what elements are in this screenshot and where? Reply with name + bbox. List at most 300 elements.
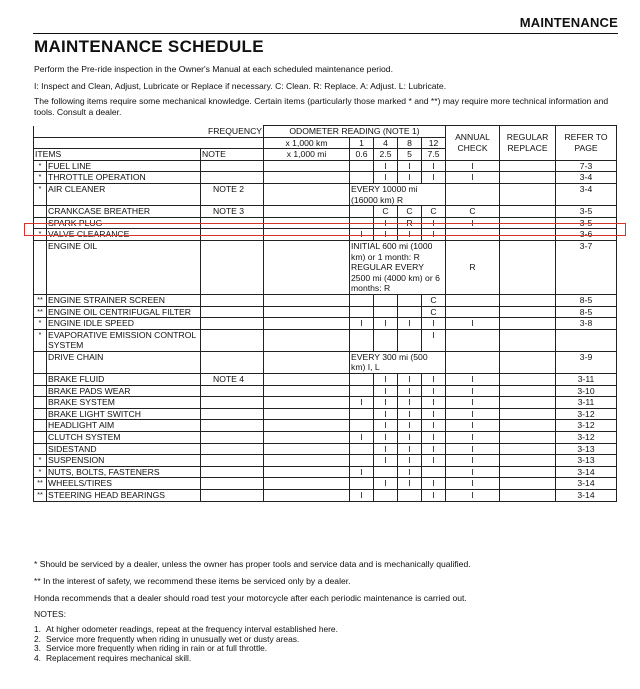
header-rule xyxy=(33,33,618,34)
table-row xyxy=(34,408,617,420)
item-name: WHEELS/TIRES xyxy=(47,478,201,490)
regular-replace-cell xyxy=(500,183,556,205)
interval-cell: I xyxy=(374,432,398,444)
interval-cell xyxy=(398,294,422,306)
odometer-unit-cell xyxy=(264,490,350,502)
annual-check-cell xyxy=(446,229,500,241)
item-note xyxy=(201,294,264,306)
regular-replace-cell xyxy=(500,490,556,502)
item-name: DRIVE CHAIN xyxy=(47,351,201,373)
table-row xyxy=(34,160,617,172)
odometer-unit-cell xyxy=(264,443,350,455)
item-note xyxy=(201,172,264,184)
annual-check-cell xyxy=(446,294,500,306)
regular-replace-cell xyxy=(500,294,556,306)
interval-cell: I xyxy=(398,172,422,184)
item-note: NOTE 2 xyxy=(201,183,264,205)
service-mark xyxy=(34,206,47,218)
odometer-unit-cell xyxy=(264,432,350,444)
annual-check-cell xyxy=(446,183,500,205)
regular-replace-cell xyxy=(500,420,556,432)
interval-cell: I xyxy=(374,217,398,229)
service-mark: ** xyxy=(34,306,47,318)
table-row xyxy=(34,351,617,373)
item-name: ENGINE OIL xyxy=(47,240,201,294)
interval-cell xyxy=(374,466,398,478)
table-row xyxy=(34,397,617,409)
interval-cell xyxy=(350,294,374,306)
interval-text: EVERY 300 mi (500 km) I, L xyxy=(350,351,446,373)
interval-cell: I xyxy=(422,408,446,420)
refer-page-cell: 3-4 xyxy=(556,183,617,205)
table-row xyxy=(34,240,617,294)
mi-0-6: 0.6 xyxy=(350,149,374,161)
note-header: NOTE xyxy=(201,149,264,161)
interval-cell xyxy=(350,172,374,184)
regular-replace-cell xyxy=(500,466,556,478)
regular-replace-cell xyxy=(500,351,556,373)
item-note xyxy=(201,351,264,373)
item-note xyxy=(201,240,264,294)
interval-cell: I xyxy=(398,478,422,490)
annual-check-cell: I xyxy=(446,318,500,330)
odometer-unit-cell xyxy=(264,478,350,490)
annual-check-cell: C xyxy=(446,206,500,218)
interval-cell: I xyxy=(350,466,374,478)
service-mark xyxy=(34,408,47,420)
table-row xyxy=(34,329,617,351)
interval-cell xyxy=(374,490,398,502)
odometer-unit-cell xyxy=(264,455,350,467)
interval-cell: I xyxy=(374,443,398,455)
service-mark xyxy=(34,432,47,444)
annual-check-cell: I xyxy=(446,455,500,467)
item-name: VALVE CLEARANCE xyxy=(47,229,201,241)
item-name: ENGINE STRAINER SCREEN xyxy=(47,294,201,306)
interval-cell: I xyxy=(398,420,422,432)
refer-page-cell: 3-11 xyxy=(556,374,617,386)
table-row xyxy=(34,217,617,229)
item-note xyxy=(201,490,264,502)
table-row xyxy=(34,385,617,397)
item-note xyxy=(201,455,264,467)
interval-cell xyxy=(398,306,422,318)
table-row xyxy=(34,172,617,184)
regular-replace-cell xyxy=(500,329,556,351)
odometer-unit-cell xyxy=(264,294,350,306)
table-row xyxy=(34,443,617,455)
km-unit-label: x 1,000 km xyxy=(264,137,350,149)
odometer-unit-cell xyxy=(264,217,350,229)
interval-cell: I xyxy=(398,432,422,444)
refer-page-cell: 3-7 xyxy=(556,240,617,294)
regular-replace-cell xyxy=(500,432,556,444)
intro-line-3: The following items require some mechanical knowledge. Certain items (particularly those marked * and **) may require more technical information and tools. Consult a dealer. xyxy=(34,96,609,117)
odometer-unit-cell xyxy=(264,329,350,351)
table-row xyxy=(34,478,617,490)
regular-replace-cell xyxy=(500,374,556,386)
regular-replace-cell xyxy=(500,306,556,318)
annual-check-cell: I xyxy=(446,432,500,444)
refer-page-cell: 3-10 xyxy=(556,385,617,397)
odometer-unit-cell xyxy=(264,420,350,432)
interval-cell: I xyxy=(374,172,398,184)
annual-check-cell: I xyxy=(446,374,500,386)
odometer-unit-cell xyxy=(264,374,350,386)
regular-replace-cell xyxy=(500,385,556,397)
interval-cell: I xyxy=(398,397,422,409)
footnote-double-star: ** In the interest of safety, we recommend these items be serviced only by a dealer. xyxy=(34,576,351,586)
interval-cell xyxy=(350,160,374,172)
table-row xyxy=(34,318,617,330)
interval-cell: I xyxy=(398,466,422,478)
interval-cell: I xyxy=(422,329,446,351)
service-mark: * xyxy=(34,172,47,184)
item-note xyxy=(201,329,264,351)
item-name: CLUTCH SYSTEM xyxy=(47,432,201,444)
interval-cell: I xyxy=(374,318,398,330)
mi-7-5: 7.5 xyxy=(422,149,446,161)
interval-cell: I xyxy=(422,432,446,444)
service-mark: * xyxy=(34,318,47,330)
interval-cell: I xyxy=(398,408,422,420)
regular-replace-cell xyxy=(500,172,556,184)
annual-check-cell xyxy=(446,306,500,318)
item-note xyxy=(201,478,264,490)
refer-page-cell: 3-14 xyxy=(556,466,617,478)
interval-cell: I xyxy=(374,160,398,172)
item-note: NOTE 3 xyxy=(201,206,264,218)
refer-page-cell: 3-5 xyxy=(556,217,617,229)
interval-cell: I xyxy=(422,318,446,330)
interval-cell: I xyxy=(398,455,422,467)
regular-replace-cell xyxy=(500,229,556,241)
refer-page-cell xyxy=(556,329,617,351)
service-mark xyxy=(34,351,47,373)
annual-check-cell xyxy=(446,329,500,351)
interval-cell xyxy=(374,329,398,351)
interval-cell xyxy=(350,408,374,420)
interval-cell: I xyxy=(350,229,374,241)
refer-page-cell: 3-4 xyxy=(556,172,617,184)
service-mark xyxy=(34,397,47,409)
odometer-unit-cell xyxy=(264,318,350,330)
item-note xyxy=(201,217,264,229)
service-mark: ** xyxy=(34,294,47,306)
item-name: CRANKCASE BREATHER xyxy=(47,206,201,218)
odometer-unit-cell xyxy=(264,183,350,205)
refer-page-cell: 3-9 xyxy=(556,351,617,373)
regular-replace-cell xyxy=(500,397,556,409)
km-4: 4 xyxy=(374,137,398,149)
interval-cell xyxy=(374,294,398,306)
refer-to-page-header: REFER TO PAGE xyxy=(556,126,617,161)
table-row xyxy=(34,294,617,306)
service-mark: * xyxy=(34,466,47,478)
item-note xyxy=(201,420,264,432)
service-mark: * xyxy=(34,229,47,241)
service-mark: ** xyxy=(34,478,47,490)
interval-cell xyxy=(350,306,374,318)
odometer-unit-cell xyxy=(264,397,350,409)
interval-cell xyxy=(350,443,374,455)
interval-cell: I xyxy=(374,374,398,386)
interval-cell: I xyxy=(374,455,398,467)
interval-cell: R xyxy=(398,217,422,229)
refer-page-cell: 3-13 xyxy=(556,443,617,455)
table-row xyxy=(34,420,617,432)
interval-cell xyxy=(398,490,422,502)
annual-check-cell: I xyxy=(446,420,500,432)
refer-page-cell: 3-8 xyxy=(556,318,617,330)
service-mark: * xyxy=(34,329,47,351)
items-header: ITEMS xyxy=(34,149,201,161)
frequency-header: FREQUENCY xyxy=(34,126,264,138)
service-mark: * xyxy=(34,183,47,205)
road-test-note: Honda recommends that a dealer should road test your motorcycle after each periodic maintenance is carried out. xyxy=(34,593,467,603)
interval-cell: C xyxy=(422,294,446,306)
service-mark xyxy=(34,374,47,386)
note-item: 2. Service more frequently when riding in unusually wet or dusty areas. xyxy=(34,633,300,644)
interval-cell: I xyxy=(374,397,398,409)
table-row xyxy=(34,374,617,386)
service-mark xyxy=(34,240,47,294)
annual-check-cell: I xyxy=(446,490,500,502)
regular-replace-cell xyxy=(500,408,556,420)
item-name: AIR CLEANER xyxy=(47,183,201,205)
mi-5: 5 xyxy=(398,149,422,161)
item-name: SIDESTAND xyxy=(47,443,201,455)
item-note xyxy=(201,229,264,241)
note-item: 4. Replacement requires mechanical skill. xyxy=(34,652,192,663)
mi-2-5: 2.5 xyxy=(374,149,398,161)
interval-cell: I xyxy=(374,478,398,490)
refer-page-cell: 8-5 xyxy=(556,306,617,318)
odometer-unit-cell xyxy=(264,466,350,478)
interval-cell: I xyxy=(374,420,398,432)
interval-cell: I xyxy=(398,160,422,172)
item-name: STEERING HEAD BEARINGS xyxy=(47,490,201,502)
item-name: FUEL LINE xyxy=(47,160,201,172)
regular-replace-cell xyxy=(500,160,556,172)
regular-replace-header: REGULAR REPLACE xyxy=(500,126,556,161)
interval-cell: C xyxy=(374,206,398,218)
item-note xyxy=(201,408,264,420)
interval-cell: I xyxy=(422,443,446,455)
annual-check-cell: I xyxy=(446,385,500,397)
interval-cell xyxy=(422,466,446,478)
odometer-unit-cell xyxy=(264,240,350,294)
item-note xyxy=(201,443,264,455)
odometer-unit-cell xyxy=(264,229,350,241)
header-spacer xyxy=(34,137,264,149)
item-name: NUTS, BOLTS, FASTENERS xyxy=(47,466,201,478)
annual-check-cell: I xyxy=(446,408,500,420)
odometer-unit-cell xyxy=(264,351,350,373)
interval-cell xyxy=(350,420,374,432)
refer-page-cell: 3-12 xyxy=(556,432,617,444)
odometer-unit-cell xyxy=(264,306,350,318)
footnote-single-star: * Should be serviced by a dealer, unless the owner has proper tools and service data and is mechanically qualified. xyxy=(34,559,471,569)
service-mark xyxy=(34,443,47,455)
interval-cell: I xyxy=(422,478,446,490)
item-name: BRAKE PADS WEAR xyxy=(47,385,201,397)
odometer-unit-cell xyxy=(264,408,350,420)
service-mark xyxy=(34,217,47,229)
regular-replace-cell xyxy=(500,240,556,294)
interval-cell: I xyxy=(422,455,446,467)
odometer-unit-cell xyxy=(264,206,350,218)
item-note xyxy=(201,160,264,172)
regular-replace-cell xyxy=(500,455,556,467)
interval-cell: I xyxy=(398,229,422,241)
annual-check-cell: I xyxy=(446,160,500,172)
interval-cell xyxy=(350,329,374,351)
interval-cell: I xyxy=(422,374,446,386)
refer-page-cell: 3-6 xyxy=(556,229,617,241)
notes-title: NOTES: xyxy=(34,609,66,619)
table-row xyxy=(34,306,617,318)
annual-check-cell: I xyxy=(446,478,500,490)
interval-cell: I xyxy=(422,229,446,241)
interval-cell xyxy=(350,206,374,218)
interval-cell: I xyxy=(374,229,398,241)
service-mark xyxy=(34,385,47,397)
interval-cell: C xyxy=(398,206,422,218)
regular-replace-cell xyxy=(500,217,556,229)
annual-check-cell: I xyxy=(446,466,500,478)
annual-check-cell: I xyxy=(446,443,500,455)
item-name: BRAKE FLUID xyxy=(47,374,201,386)
odometer-unit-cell xyxy=(264,160,350,172)
km-8: 8 xyxy=(398,137,422,149)
notes-list xyxy=(34,625,338,663)
mi-unit-label: x 1,000 mi xyxy=(264,149,350,161)
table-row xyxy=(34,455,617,467)
annual-check-header: ANNUAL CHECK xyxy=(446,126,500,161)
interval-cell: I xyxy=(398,374,422,386)
interval-cell: I xyxy=(422,385,446,397)
interval-cell: C xyxy=(422,206,446,218)
interval-cell: I xyxy=(398,318,422,330)
service-mark: * xyxy=(34,160,47,172)
annual-check-cell: I xyxy=(446,397,500,409)
interval-cell xyxy=(350,374,374,386)
item-name: BRAKE LIGHT SWITCH xyxy=(47,408,201,420)
refer-page-cell: 3-11 xyxy=(556,397,617,409)
item-note xyxy=(201,432,264,444)
annual-check-cell: R xyxy=(446,240,500,294)
annual-check-cell: I xyxy=(446,217,500,229)
table-row xyxy=(34,183,617,205)
regular-replace-cell xyxy=(500,478,556,490)
km-1: 1 xyxy=(350,137,374,149)
annual-check-cell xyxy=(446,351,500,373)
service-mark: ** xyxy=(34,490,47,502)
item-note: NOTE 4 xyxy=(201,374,264,386)
interval-text: EVERY 10000 mi (16000 km) R xyxy=(350,183,446,205)
interval-cell: I xyxy=(422,172,446,184)
table-row xyxy=(34,432,617,444)
item-name: EVAPORATIVE EMISSION CONTROL SYSTEM xyxy=(47,329,201,351)
table-row xyxy=(34,206,617,218)
item-note xyxy=(201,306,264,318)
interval-cell xyxy=(350,478,374,490)
item-name: BRAKE SYSTEM xyxy=(47,397,201,409)
interval-cell: I xyxy=(422,160,446,172)
item-name: HEADLIGHT AIM xyxy=(47,420,201,432)
refer-page-cell: 3-12 xyxy=(556,420,617,432)
section-header: MAINTENANCE xyxy=(519,15,618,30)
interval-cell xyxy=(398,329,422,351)
table-row xyxy=(34,229,617,241)
interval-cell: I xyxy=(350,318,374,330)
interval-cell: I xyxy=(398,385,422,397)
km-12: 12 xyxy=(422,137,446,149)
service-mark: * xyxy=(34,455,47,467)
annual-check-cell: I xyxy=(446,172,500,184)
interval-cell: I xyxy=(374,408,398,420)
interval-cell xyxy=(350,385,374,397)
interval-cell: I xyxy=(350,490,374,502)
regular-replace-cell xyxy=(500,443,556,455)
refer-page-cell: 3-14 xyxy=(556,490,617,502)
interval-cell: I xyxy=(374,385,398,397)
item-note xyxy=(201,397,264,409)
interval-cell: I xyxy=(350,432,374,444)
interval-text: INITIAL 600 mi (1000 km) or 1 month: R REGULAR EVERY 2500 mi (4000 km) or 6 months: R xyxy=(350,240,446,294)
odometer-unit-cell xyxy=(264,385,350,397)
item-name: SPARK PLUG xyxy=(47,217,201,229)
regular-replace-cell xyxy=(500,206,556,218)
item-name: ENGINE OIL CENTRIFUGAL FILTER xyxy=(47,306,201,318)
interval-cell xyxy=(350,217,374,229)
item-note xyxy=(201,385,264,397)
item-note xyxy=(201,318,264,330)
page-title: MAINTENANCE SCHEDULE xyxy=(34,37,264,56)
interval-cell: I xyxy=(422,397,446,409)
refer-page-cell: 8-5 xyxy=(556,294,617,306)
item-name: THROTTLE OPERATION xyxy=(47,172,201,184)
odometer-header: ODOMETER READING (NOTE 1) xyxy=(264,126,446,138)
refer-page-cell: 7-3 xyxy=(556,160,617,172)
table-row xyxy=(34,466,617,478)
interval-cell xyxy=(350,455,374,467)
interval-cell: I xyxy=(398,443,422,455)
note-item: 1. At higher odometer readings, repeat at the frequency interval established here. xyxy=(34,624,338,634)
intro-line-2: I: Inspect and Clean, Adjust, Lubricate or Replace if necessary. C: Clean. R: Replace. A: Adjust. L: Lubricate. xyxy=(34,81,447,91)
item-note xyxy=(201,466,264,478)
interval-cell: I xyxy=(422,420,446,432)
table-row xyxy=(34,490,617,502)
note-item: 3. Service more frequently when riding in rain or at full throttle. xyxy=(34,643,268,654)
maintenance-schedule-table xyxy=(33,125,617,502)
intro-line-1: Perform the Pre-ride inspection in the Owner's Manual at each scheduled maintenance period. xyxy=(34,64,393,74)
refer-page-cell: 3-14 xyxy=(556,478,617,490)
interval-cell: I xyxy=(422,217,446,229)
interval-cell: I xyxy=(350,397,374,409)
interval-cell xyxy=(374,306,398,318)
refer-page-cell: 3-13 xyxy=(556,455,617,467)
service-mark xyxy=(34,420,47,432)
odometer-unit-cell xyxy=(264,172,350,184)
refer-page-cell: 3-5 xyxy=(556,206,617,218)
regular-replace-cell xyxy=(500,318,556,330)
item-name: ENGINE IDLE SPEED xyxy=(47,318,201,330)
interval-cell: I xyxy=(422,490,446,502)
interval-cell: C xyxy=(422,306,446,318)
refer-page-cell: 3-12 xyxy=(556,408,617,420)
